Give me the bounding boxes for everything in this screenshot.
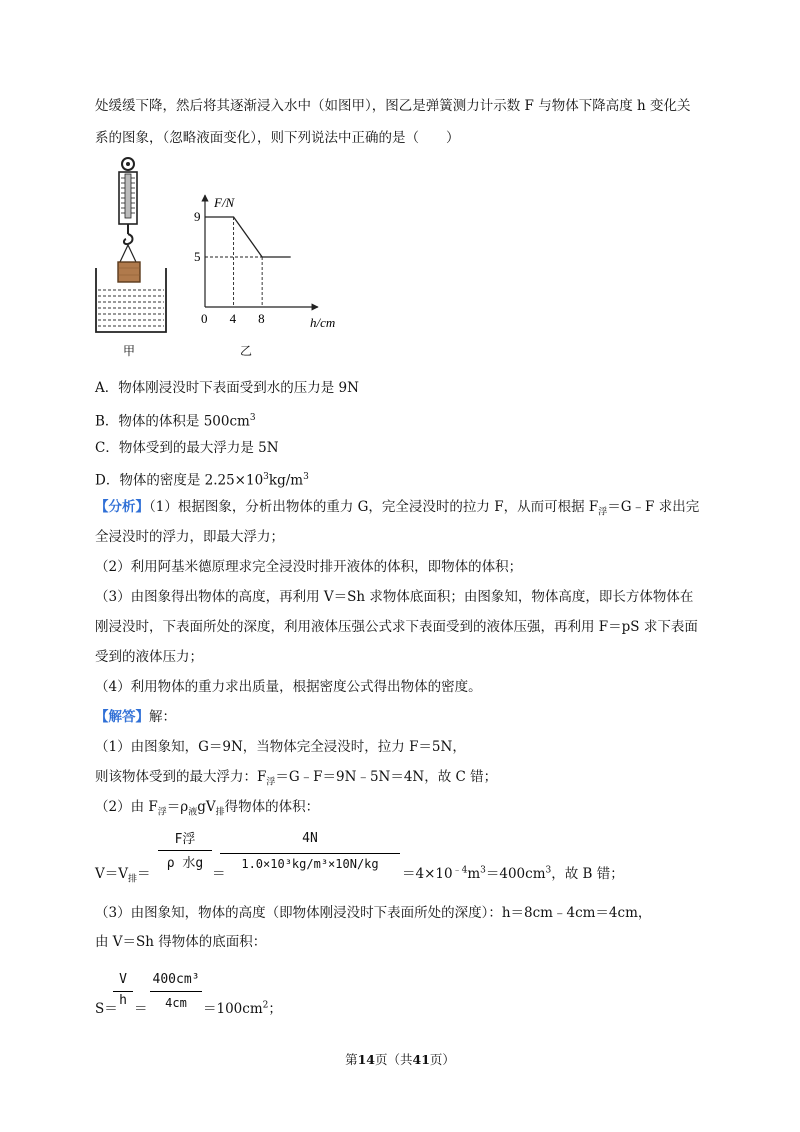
x-tick-label: 0 [201,311,208,326]
eq1-denominator-2: 1.0×10³kg/m³×10N/kg [241,857,379,871]
analysis-line-3: （2）利用阿基米德原理求完全浸没时排开液体的体积，即物体的体积； [95,559,523,575]
option-d: D．物体的密度是 $2.25\times 10^3kg/m^3$ [95,472,309,489]
y-tick-label: 5 [194,249,201,264]
analysis-line-5: 刚浸没时，下表面所处的深度，利用液体压强公式求下表面受到的液体压强，再利用 F＝pS 求下表面 [95,619,698,635]
option-a: A．物体刚浸没时下表面受到水的压力是 9N [95,380,359,396]
eq2-numerator-2: 400cm³ [152,972,200,987]
solution-line-1: （1）由图象知，G＝9N，当物体完全浸没时，拉力 F＝5N， [95,739,466,755]
wooden-block [118,262,140,282]
solution-line-3: （2）由 $F_浮=\rho_液gV_排$得物体的体积： [95,799,320,818]
figure-label-jia: 甲 [123,344,136,358]
scale-hook [124,234,133,244]
analysis-tag: 【分析】 [95,499,149,515]
solution-line-4: （3）由图象知，物体的高度（即物体刚浸没时下表面所处的深度）：h＝8cm﹣4cm＝4cm， [95,905,652,921]
option-b: B．物体的体积是 $500cm^3$ [95,413,256,430]
x-tick-label: 4 [229,311,237,326]
analysis-line-7: （4）利用物体的重力求出质量，根据密度公式得出物体的密度。 [95,679,482,695]
eq1-denominator-1: ρ 水g [166,856,204,871]
y-axis-label: F/N [214,195,235,210]
solution-line-2: 则该物体受到的最大浮力：$F_浮=G﹣F=9N﹣5N=4N$，故 C 错； [95,769,498,788]
analysis-line-4: （3）由图象得出物体的高度，再利用 V＝Sh 求物体底面积；由图象知，物体高度，即长方体物体在 [95,589,694,605]
page-total: 41 [412,1052,430,1067]
x-tick-label: 8 [258,311,265,326]
analysis-line-6: 受到的液体压力； [95,649,203,665]
figure-yi-graph [190,185,360,335]
eq1-numerator-1: F浮 [174,832,196,847]
y-tick-label: 9 [194,209,201,224]
figure-jia [90,150,180,360]
option-c: C．物体受到的最大浮力是 5N [95,440,279,456]
solution-line-5: 由 V＝Sh 得物体的底面积： [95,934,267,950]
intro-line-1: 处缓缓下降，然后将其逐渐浸入水中（如图甲），图乙是弹簧测力计示数 F 与物体下降高度 h 变化关 [95,98,691,114]
eq1-numerator-2: 4N [302,831,318,846]
eq2-denominator-2: 4cm [165,996,187,1010]
water [98,290,164,326]
analysis-line-1: 【分析】（1）根据图象，分析出物体的重力 G，完全浸没时的拉力 F，从而可根据 $F_浮=G﹣F$ 求出完 [95,499,700,518]
page-footer: 第14页（共41页） [345,1052,455,1067]
eq2-numerator-1: V [119,972,127,987]
intro-line-2: 系的图象，（忽略液面变化），则下列说法中正确的是（ ） [95,130,460,146]
eq2-denominator-1: h [119,993,127,1008]
page-number: 14 [357,1052,375,1067]
analysis-line-2: 全浸没时的浮力，即最大浮力； [95,529,284,545]
series-line [205,217,291,257]
figure-label-yi: 乙 [240,344,253,358]
x-axis-label: h/cm [310,315,336,330]
solution-header: 【解答】解： [95,709,176,725]
solution-tag: 【解答】 [95,709,149,725]
